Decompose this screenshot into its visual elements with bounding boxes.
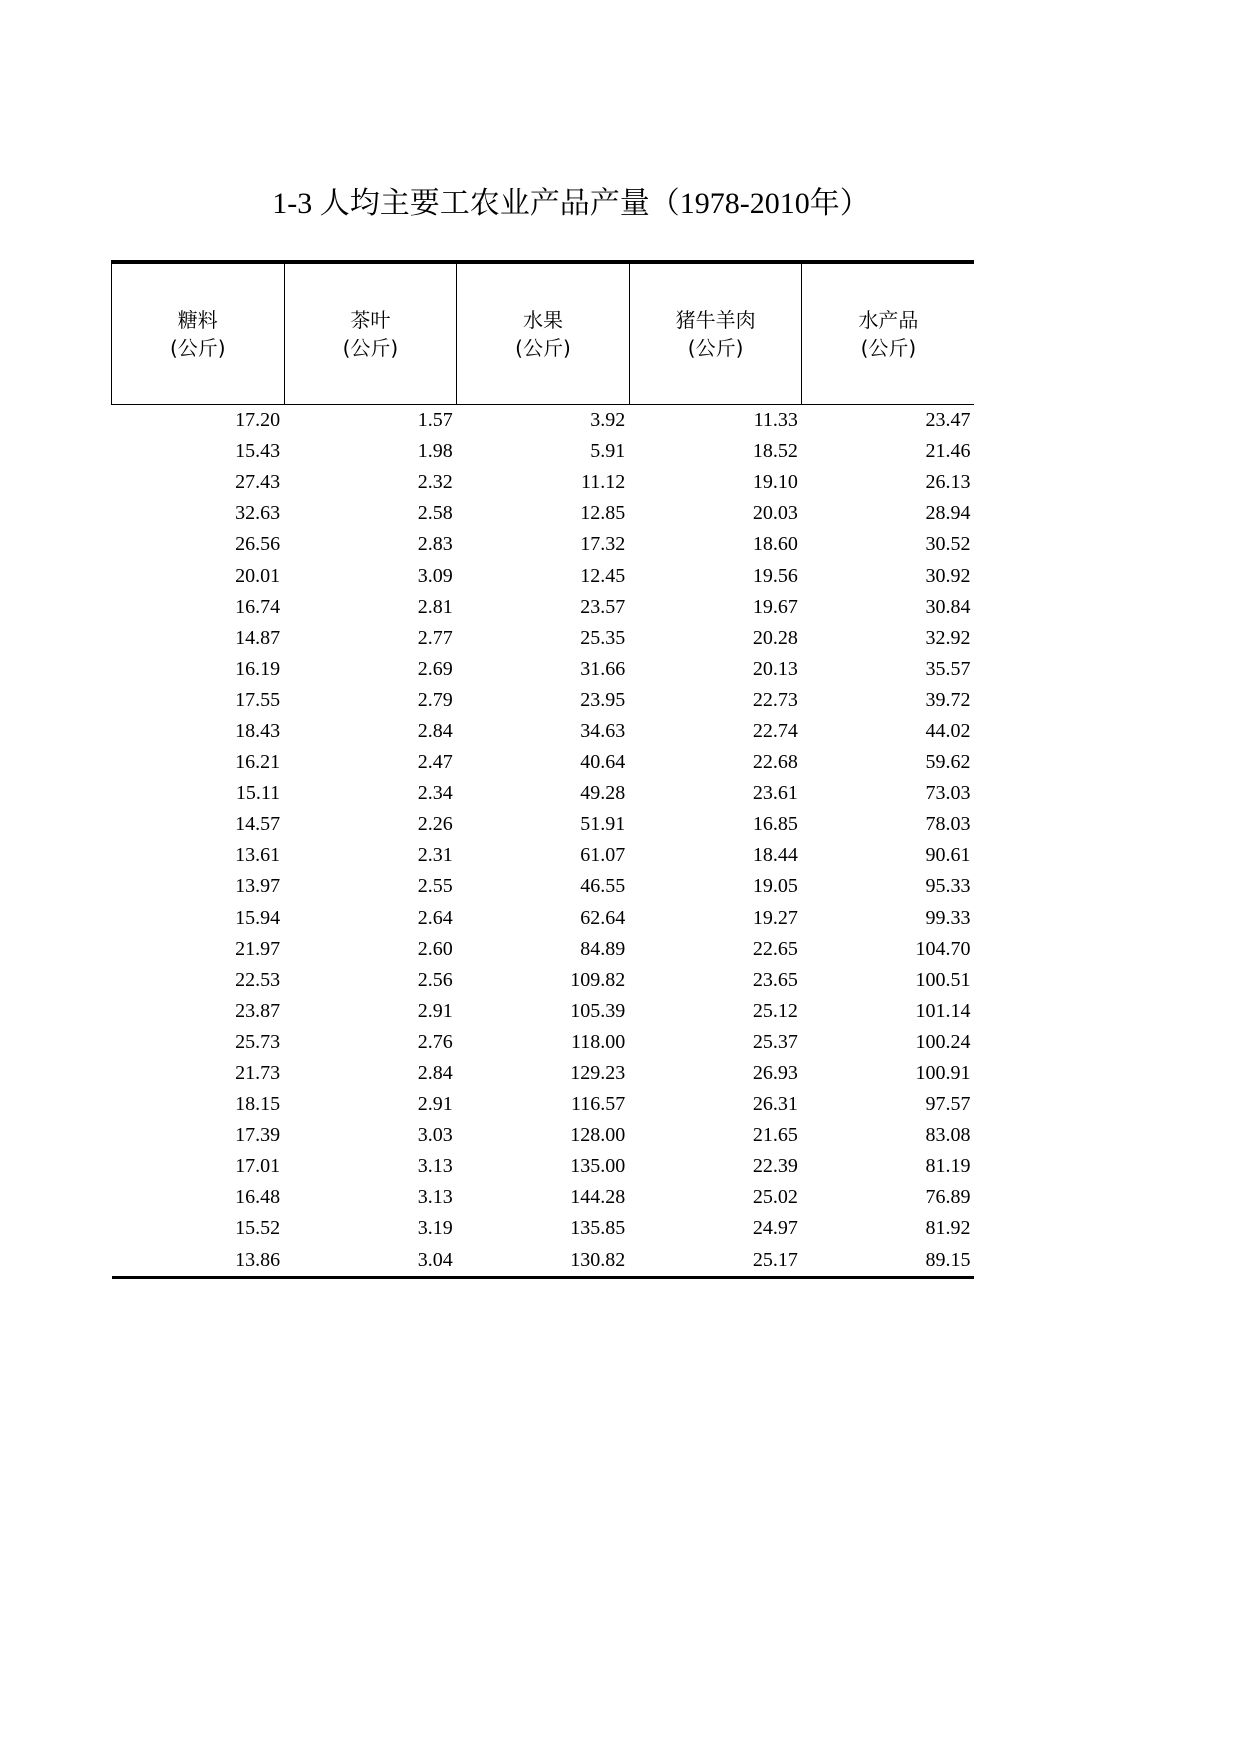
- cell-meat: 20.28: [752, 626, 798, 649]
- cell-aquatic: 26.13: [925, 471, 971, 494]
- cell-sugar: 20.01: [235, 564, 281, 587]
- header-meat-unit: (公斤): [687, 336, 744, 360]
- table-row: [112, 498, 975, 529]
- cell-sugar: 18.15: [235, 1093, 281, 1116]
- cell-tea: 1.57: [417, 409, 453, 432]
- cell-meat: 25.02: [752, 1186, 798, 1209]
- cell-aquatic: 73.03: [925, 782, 971, 805]
- table-row: [112, 1213, 975, 1244]
- cell-sugar: 26.56: [235, 533, 281, 556]
- table-row: [112, 809, 975, 840]
- cell-fruit: 17.32: [580, 533, 626, 556]
- cell-aquatic: 44.02: [925, 719, 971, 742]
- cell-tea: 2.76: [417, 1030, 453, 1053]
- cell-sugar: 13.97: [235, 875, 281, 898]
- cell-tea: 3.13: [417, 1186, 453, 1209]
- table-row: [112, 560, 975, 591]
- cell-fruit: 51.91: [580, 813, 626, 836]
- cell-aquatic: 101.14: [915, 999, 971, 1022]
- cell-sugar: 23.87: [235, 999, 281, 1022]
- header-tea: [284, 262, 457, 405]
- cell-fruit: 135.00: [570, 1155, 626, 1178]
- cell-meat: 22.39: [752, 1155, 798, 1178]
- cell-fruit: 12.85: [580, 502, 626, 525]
- cell-aquatic: 95.33: [925, 875, 971, 898]
- table-row: [112, 934, 975, 965]
- cell-meat: 19.05: [752, 875, 798, 898]
- cell-tea: 2.77: [417, 626, 453, 649]
- cell-fruit: 25.35: [580, 626, 626, 649]
- table-row: [112, 1151, 975, 1182]
- cell-sugar: 14.87: [235, 626, 281, 649]
- data-table-container: [111, 260, 974, 1279]
- cell-sugar: 17.55: [235, 688, 281, 711]
- table-row: [112, 840, 975, 871]
- cell-tea: 2.26: [417, 813, 453, 836]
- table-row: [112, 716, 975, 747]
- header-tea-unit: (公斤): [342, 336, 399, 360]
- cell-fruit: 118.00: [571, 1030, 626, 1053]
- header-aquatic-name: 水产品: [858, 308, 919, 332]
- header-meat: [629, 262, 802, 405]
- cell-tea: 3.09: [417, 564, 453, 587]
- cell-meat: 21.65: [752, 1124, 798, 1147]
- cell-tea: 2.79: [417, 688, 453, 711]
- header-fruit-name: 水果: [522, 308, 563, 332]
- cell-meat: 25.17: [629, 1245, 802, 1278]
- cell-meat: 19.67: [752, 595, 798, 618]
- cell-meat: 16.85: [752, 813, 798, 836]
- cell-meat: 22.74: [752, 719, 798, 742]
- cell-meat: 26.31: [752, 1093, 798, 1116]
- cell-aquatic: 97.57: [925, 1093, 971, 1116]
- cell-meat: 20.03: [752, 502, 798, 525]
- table-row: [112, 654, 975, 685]
- cell-fruit: 62.64: [580, 906, 626, 929]
- cell-tea: 3.04: [284, 1245, 457, 1278]
- table-row: [112, 592, 975, 623]
- cell-aquatic: 76.89: [925, 1186, 971, 1209]
- cell-fruit: 46.55: [580, 875, 626, 898]
- cell-fruit: 84.89: [580, 937, 626, 960]
- cell-aquatic: 81.19: [925, 1155, 971, 1178]
- cell-fruit: 3.92: [590, 409, 626, 432]
- cell-aquatic: 83.08: [925, 1124, 971, 1147]
- table-row: [112, 778, 975, 809]
- cell-fruit: 109.82: [570, 968, 626, 991]
- table-row: [112, 903, 975, 934]
- cell-tea: 2.69: [417, 657, 453, 680]
- cell-tea: 2.47: [417, 751, 453, 774]
- table-row: [112, 467, 975, 498]
- cell-sugar: 16.21: [235, 751, 281, 774]
- cell-meat: 23.65: [752, 968, 798, 991]
- cell-aquatic: 100.91: [915, 1062, 971, 1085]
- header-tea-name: 茶叶: [350, 308, 391, 332]
- cell-fruit: 23.57: [580, 595, 626, 618]
- cell-aquatic: 39.72: [925, 688, 971, 711]
- cell-sugar: 15.11: [235, 782, 281, 805]
- cell-tea: 2.81: [417, 595, 453, 618]
- cell-meat: 11.33: [753, 409, 798, 432]
- cell-sugar: 15.52: [235, 1217, 281, 1240]
- cell-aquatic: 89.15: [802, 1245, 975, 1278]
- cell-meat: 18.52: [752, 440, 798, 463]
- cell-meat: 19.56: [752, 564, 798, 587]
- cell-sugar: 13.86: [112, 1245, 285, 1278]
- table-row: [112, 965, 975, 996]
- cell-aquatic: 30.84: [925, 595, 971, 618]
- cell-meat: 19.27: [752, 906, 798, 929]
- cell-aquatic: 32.92: [925, 626, 971, 649]
- header-aquatic-unit: (公斤): [860, 336, 917, 360]
- cell-fruit: 5.91: [590, 440, 626, 463]
- cell-aquatic: 30.52: [925, 533, 971, 556]
- cell-aquatic: 100.24: [915, 1030, 971, 1053]
- table-row: [112, 996, 975, 1027]
- cell-tea: 3.03: [417, 1124, 453, 1147]
- table-row: [112, 623, 975, 654]
- cell-aquatic: 28.94: [925, 502, 971, 525]
- cell-sugar: 22.53: [235, 968, 281, 991]
- cell-sugar: 25.73: [235, 1030, 281, 1053]
- cell-aquatic: 99.33: [925, 906, 971, 929]
- table-row: [112, 1089, 975, 1120]
- cell-aquatic: 81.92: [925, 1217, 971, 1240]
- cell-sugar: 14.57: [235, 813, 281, 836]
- table-row: [112, 405, 975, 437]
- cell-aquatic: 104.70: [915, 937, 971, 960]
- cell-sugar: 16.74: [235, 595, 281, 618]
- cell-tea: 2.32: [417, 471, 453, 494]
- cell-sugar: 16.19: [235, 657, 281, 680]
- cell-fruit: 61.07: [580, 844, 626, 867]
- cell-sugar: 21.73: [235, 1062, 281, 1085]
- cell-sugar: 32.63: [235, 502, 281, 525]
- cell-meat: 18.44: [752, 844, 798, 867]
- cell-fruit: 116.57: [571, 1093, 626, 1116]
- cell-fruit: 31.66: [580, 657, 626, 680]
- cell-tea: 2.56: [417, 968, 453, 991]
- cell-tea: 2.34: [417, 782, 453, 805]
- cell-sugar: 13.61: [235, 844, 281, 867]
- header-sugar-unit: (公斤): [169, 336, 226, 360]
- table-row: [112, 436, 975, 467]
- cell-sugar: 17.20: [235, 409, 281, 432]
- header-aquatic: [802, 262, 975, 405]
- cell-tea: 1.98: [417, 440, 453, 463]
- cell-tea: 2.55: [417, 875, 453, 898]
- cell-meat: 18.60: [752, 533, 798, 556]
- cell-fruit: 34.63: [580, 719, 626, 742]
- cell-tea: 3.19: [417, 1217, 453, 1240]
- table-row: [112, 1120, 975, 1151]
- table-row: [112, 1058, 975, 1089]
- table-row: [112, 747, 975, 778]
- table-row: [112, 1182, 975, 1213]
- table-row: [112, 1245, 975, 1278]
- cell-meat: 23.61: [752, 782, 798, 805]
- cell-tea: 2.91: [417, 999, 453, 1022]
- cell-fruit: 11.12: [581, 471, 626, 494]
- cell-aquatic: 59.62: [925, 751, 971, 774]
- cell-sugar: 15.43: [235, 440, 281, 463]
- cell-tea: 3.13: [417, 1155, 453, 1178]
- cell-aquatic: 90.61: [925, 844, 971, 867]
- cell-aquatic: 30.92: [925, 564, 971, 587]
- header-row: [112, 262, 975, 405]
- cell-meat: 22.65: [752, 937, 798, 960]
- cell-tea: 2.83: [417, 533, 453, 556]
- table-row: [112, 1027, 975, 1058]
- cell-meat: 25.12: [752, 999, 798, 1022]
- cell-aquatic: 78.03: [925, 813, 971, 836]
- cell-sugar: 17.01: [235, 1155, 281, 1178]
- header-fruit: [457, 262, 630, 405]
- cell-aquatic: 100.51: [915, 968, 971, 991]
- cell-meat: 22.68: [752, 751, 798, 774]
- cell-sugar: 17.39: [235, 1124, 281, 1147]
- cell-meat: 20.13: [752, 657, 798, 680]
- cell-meat: 25.37: [752, 1030, 798, 1053]
- table-row: [112, 685, 975, 716]
- cell-tea: 2.84: [417, 1062, 453, 1085]
- table-row: [112, 529, 975, 560]
- cell-aquatic: 23.47: [925, 409, 971, 432]
- cell-fruit: 40.64: [580, 751, 626, 774]
- production-table: [111, 260, 974, 1279]
- page-title: 1-3 人均主要工农业产品产量（1978-2010年）: [272, 187, 870, 220]
- cell-fruit: 130.82: [457, 1245, 630, 1278]
- cell-sugar: 15.94: [235, 906, 281, 929]
- header-sugar: [112, 262, 285, 405]
- cell-sugar: 16.48: [235, 1186, 281, 1209]
- cell-fruit: 49.28: [580, 782, 626, 805]
- cell-fruit: 128.00: [570, 1124, 626, 1147]
- table-body: [112, 405, 975, 1278]
- cell-sugar: 21.97: [235, 937, 281, 960]
- cell-meat: 24.97: [752, 1217, 798, 1240]
- cell-aquatic: 21.46: [925, 440, 971, 463]
- cell-fruit: 23.95: [580, 688, 626, 711]
- cell-fruit: 129.23: [570, 1062, 626, 1085]
- cell-tea: 2.58: [417, 502, 453, 525]
- cell-fruit: 144.28: [570, 1186, 626, 1209]
- cell-aquatic: 35.57: [925, 657, 971, 680]
- cell-tea: 2.64: [417, 906, 453, 929]
- cell-tea: 2.91: [417, 1093, 453, 1116]
- cell-meat: 19.10: [752, 471, 798, 494]
- cell-sugar: 18.43: [235, 719, 281, 742]
- cell-tea: 2.60: [417, 937, 453, 960]
- header-fruit-unit: (公斤): [515, 336, 571, 360]
- header-sugar-name: 糖料: [177, 308, 218, 332]
- cell-fruit: 135.85: [570, 1217, 626, 1240]
- table-header: [112, 262, 975, 405]
- cell-tea: 2.31: [417, 844, 453, 867]
- cell-tea: 2.84: [417, 719, 453, 742]
- cell-meat: 22.73: [752, 688, 798, 711]
- cell-sugar: 27.43: [235, 471, 281, 494]
- header-meat-name: 猪牛羊肉: [675, 308, 756, 332]
- cell-meat: 26.93: [752, 1062, 798, 1085]
- cell-fruit: 105.39: [570, 999, 626, 1022]
- table-row: [112, 871, 975, 902]
- cell-fruit: 12.45: [580, 564, 626, 587]
